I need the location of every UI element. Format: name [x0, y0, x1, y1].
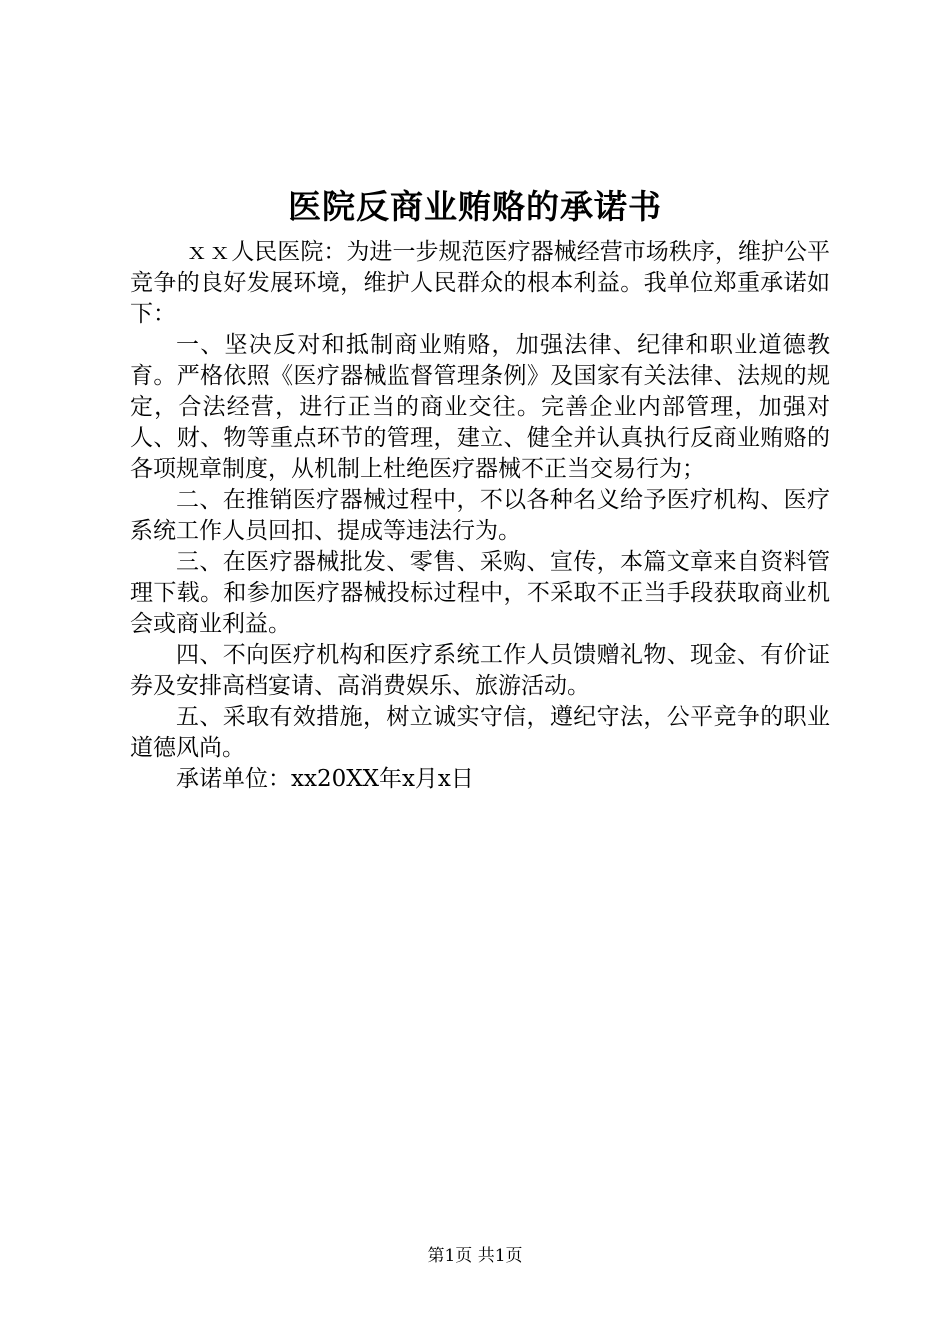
document-body — [130, 237, 830, 795]
signature-line: 承诺单位：xx20XX年x月x日 — [176, 766, 474, 792]
paragraph-commitment-2: 二、在推销医疗器械过程中，不以各种名义给予医疗机构、医疗系统工作人员回扣、提成等违法行为。 — [130, 487, 830, 544]
document-title: 医院反商业贿赂的承诺书 — [288, 187, 662, 226]
paragraph-intro: ｘｘ人民医院：为进一步规范医疗器械经营市场秩序，维护公平竞争的良好发展环境，维护人民群众的根本利益。我单位郑重承诺如下： — [130, 239, 830, 327]
paragraph-commitment-5: 五、采取有效措施，树立诚实守信，遵纪守法，公平竞争的职业道德风尚。 — [130, 704, 830, 761]
paragraph-commitment-4: 四、不向医疗机构和医疗系统工作人员馈赠礼物、现金、有价证券及安排高档宴请、高消费娱乐、旅游活动。 — [130, 642, 830, 699]
page-footer: 第1页 共1页 — [427, 1246, 523, 1266]
paragraph-commitment-3: 三、在医疗器械批发、零售、采购、宣传，本篇文章来自资料管理下载。和参加医疗器械投标过程中，不采取不正当手段获取商业机会或商业利益。 — [130, 549, 830, 637]
paragraph-commitment-1: 一、坚决反对和抵制商业贿赂，加强法律、纪律和职业道德教育。严格依照《医疗器械监督管理条例》及国家有关法律、法规的规定，合法经营，进行正当的商业交往。完善企业内部管理，加强对人、财、物等重点环节的管理，建立、健全并认真执行反商业贿赂的各项规章制度，从机制上杜绝医疗器械不正当交易行为； — [130, 332, 830, 482]
